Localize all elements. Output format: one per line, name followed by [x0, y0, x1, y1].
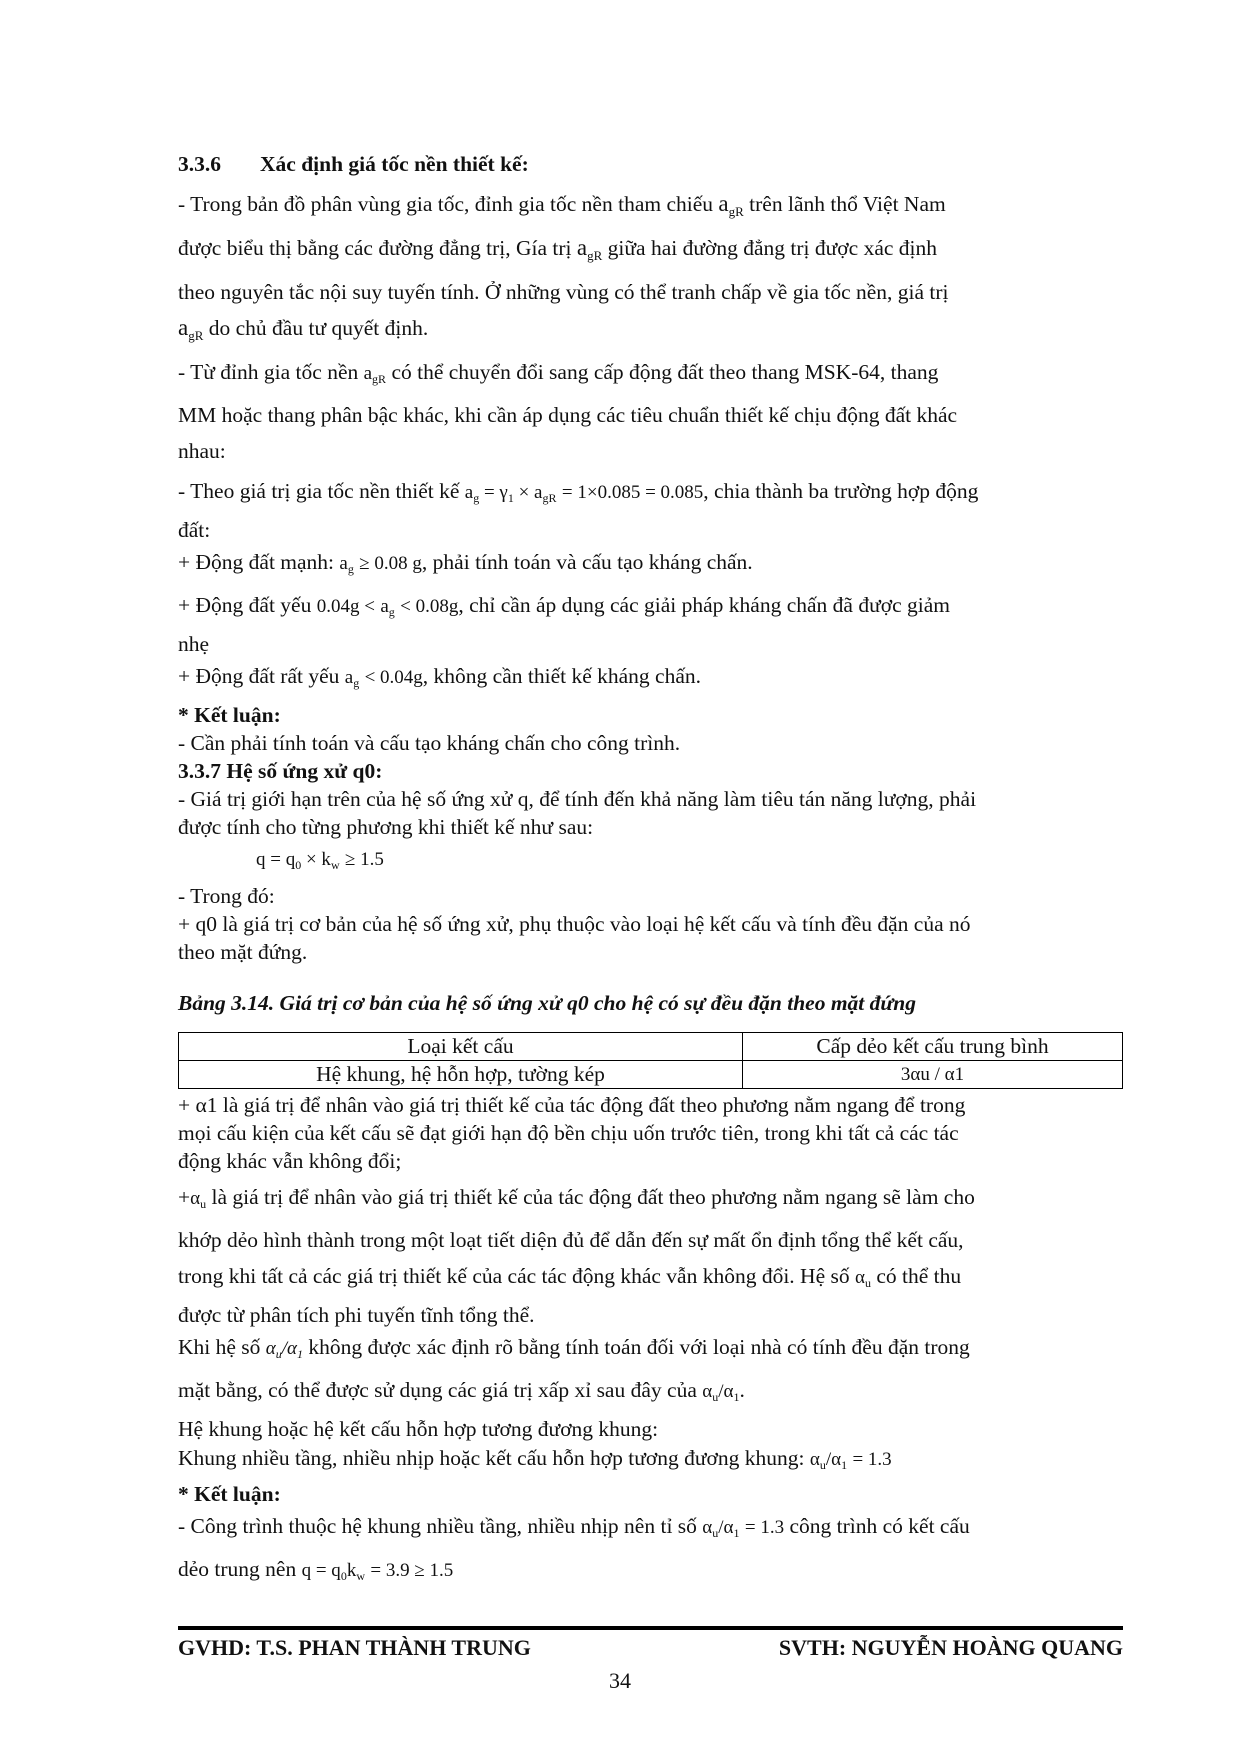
behavior-factor-table — [178, 1032, 1123, 1089]
case-weak-earthquake-end: nhẹ — [178, 632, 210, 656]
paragraph-reference-acceleration: - Trong bản đồ phân vùng gia tốc, đỉnh gia tốc nền tham chiếu $a_{gR}$ trên lãnh thổ Việt Nam được biểu thị bằng các đường đẳng trị, Gía trị $a_{gR}$ giữa hai đường đẳng trị được xác định theo nguyên tắc nội suy tuyến tính. Ở những vùng có thể tranh chấp về gia tốc nền, giá trị $a_{gR}$ do chủ đầu tư quyết định. — [178, 191, 949, 343]
paragraph-alphau-end: được từ phân tích phi tuyến tĩnh tổng thể. — [178, 1303, 535, 1327]
conclusion-text: - Công trình thuộc hệ khung nhiều tầng, nhiều nhịp nên tỉ số $\alpha_u/\alpha_1 = 1.3$ công trình có kết cấu dẻo trung nên $q = q_0k_w = 3.9 \ge 1.5$ — [178, 1514, 970, 1583]
page-number: 34 — [609, 1668, 631, 1693]
conclusion-heading: * Kết luận: — [178, 703, 281, 727]
math-alpha-ratio: $\alpha_u/\alpha_1$ — [265, 1338, 304, 1361]
table-cell: 3αu / α1 — [743, 1061, 1123, 1089]
math-agR: $a_{gR}$ — [363, 363, 387, 386]
table-header-row — [179, 1033, 1123, 1061]
conclusion-text: - Cần phải tính toán và cấu tạo kháng chấn cho công trình. — [178, 731, 681, 755]
math-q-formula: $q = q_0k_w$ — [301, 1560, 365, 1583]
section-heading-3-3-7: 3.3.7 Hệ số ứng xử q0: — [178, 759, 383, 783]
conclusion-heading: * Kết luận: — [178, 1482, 281, 1506]
case-very-weak-earthquake: + Động đất rất yếu $a_g < 0.04g$, không cần thiết kế kháng chấn. — [178, 664, 702, 690]
paragraph-multistorey-frame: Khung nhiều tầng, nhiều nhịp hoặc kết cấu hỗn hợp tương đương khung: $\alpha_u/\alpha_1 = 1.3$ — [178, 1446, 892, 1472]
math-agR: $a_{gR}$ — [178, 315, 204, 343]
math-agR: $a_{gR}$ — [576, 235, 603, 263]
paragraph-frame-system: Hệ khung hoặc hệ kết cấu hỗn hợp tương đương khung: — [178, 1417, 659, 1441]
table-caption: Bảng 3.14. Giá trị cơ bản của hệ số ứng xử q0 cho hệ có sự đều đặn theo mặt đứng — [178, 991, 916, 1015]
math-ag: $a_g$ — [339, 553, 354, 576]
case-strong-earthquake: + Động đất mạnh: $a_g \ge 0.08$ g, phải tính toán và cấu tạo kháng chấn. — [178, 550, 753, 576]
table-row — [179, 1061, 1123, 1089]
paragraph-behavior-factor: - Giá trị giới hạn trên của hệ số ứng xử q, để tính đến khả năng làm tiêu tán năng lượng, phải được tính cho từng phương khi thiết kế như sau: — [178, 787, 977, 839]
math-ag: $a_g$ — [380, 596, 395, 619]
paragraph-ratio: Khi hệ số $\alpha_u/\alpha_1$ không được xác định rõ bằng tính toán đối với loại nhà có tính đều đặn trong mặt bằng, có thể được sử dụng các giá trị xấp xỉ sau đây của $\alpha_u/\alpha_1$. — [178, 1335, 970, 1404]
math-alpha-ratio: $\alpha_u/\alpha_1$ — [809, 1449, 848, 1472]
math-alpha-ratio: $\alpha_u/\alpha_1$ — [702, 1517, 740, 1540]
section-heading-3-3-6: 3.3.6 Xác định giá tốc nền thiết kế: — [178, 152, 529, 176]
math-alpha-u: $\alpha_u$ — [190, 1188, 207, 1211]
footer-rule — [178, 1626, 1123, 1630]
math-ag: $a_g$ — [344, 667, 360, 690]
table-header-cell: Cấp dẻo kết cấu trung bình — [743, 1033, 1123, 1061]
paragraph-design-acceleration: - Theo giá trị gia tốc nền thiết kế $a_g = \gamma_1 \times a_{gR} = 1\times 0.085 = 0.085$, chia thành ba trường hợp động — [178, 479, 979, 505]
table-cell: Hệ khung, hệ hỗn hợp, tường kép — [179, 1061, 743, 1089]
document-page — [178, 146, 1123, 1594]
paragraph-msk64-conversion: - Từ đỉnh gia tốc nền $a_{gR}$ có thể chuyển đổi sang cấp động đất theo thang MSK-64, thang MM hoặc thang phân bậc khác, khi cần áp dụng các tiêu chuẩn thiết kế chịu động đất khác nhau: — [178, 360, 958, 463]
math-agR: $a_{gR}$ — [718, 191, 744, 219]
footer-student: SVTH: NGUYỄN HOÀNG QUANG — [778, 1635, 1123, 1660]
table-header-cell: Loại kết cấu — [179, 1033, 743, 1061]
paragraph-q0-definition: + q0 là giá trị cơ bản của hệ số ứng xử, phụ thuộc vào loại hệ kết cấu và tính đều đặn của nó theo mặt đứng. — [178, 912, 971, 964]
math-q-formula: $q = q_0 \times k_w$ — [256, 849, 340, 872]
paragraph-design-acceleration-end: đất: — [178, 518, 211, 542]
case-weak-earthquake: + Động đất yếu $0.04g < a_g < 0.08g$, chỉ cần áp dụng các giải pháp kháng chấn đã được giảm — [178, 593, 950, 619]
math-alpha-u: $\alpha_u$ — [855, 1267, 871, 1290]
formula-q: $q = q_0 \times k_w \ge 1.5$ — [256, 849, 384, 872]
footer-advisor: GVHD: T.S. PHAN THÀNH TRUNG — [178, 1635, 531, 1660]
paragraph-alphau: $+\alpha_u$ là giá trị để nhân vào giá trị thiết kế của tác động đất theo phương nằm ngang sẽ làm cho khớp dẻo hình thành trong một loạt tiết diện đủ để dẫn đến sự mất ổn định tổng thể kết cấu, trong khi tất cả các giá trị thiết kế của các tác động khác vẫn không đổi. Hệ số $\alpha_u$ có thể thu — [178, 1185, 975, 1290]
where-label: - Trong đó: — [178, 884, 275, 908]
math-alpha-ratio: $\alpha_u/\alpha_1$ — [702, 1381, 740, 1404]
math-ag-formula: $a_g = \gamma_1 \times a_{gR}$ — [464, 482, 557, 505]
paragraph-alpha1: + α1 là giá trị để nhân vào giá trị thiết kế của tác động đất theo phương nằm ngang để trong mọi cấu kiện của kết cấu sẽ đạt giới hạn độ bền chịu uốn trước tiên, trong khi tất cả các tác động khác vẫn không đổi; — [178, 1093, 966, 1173]
